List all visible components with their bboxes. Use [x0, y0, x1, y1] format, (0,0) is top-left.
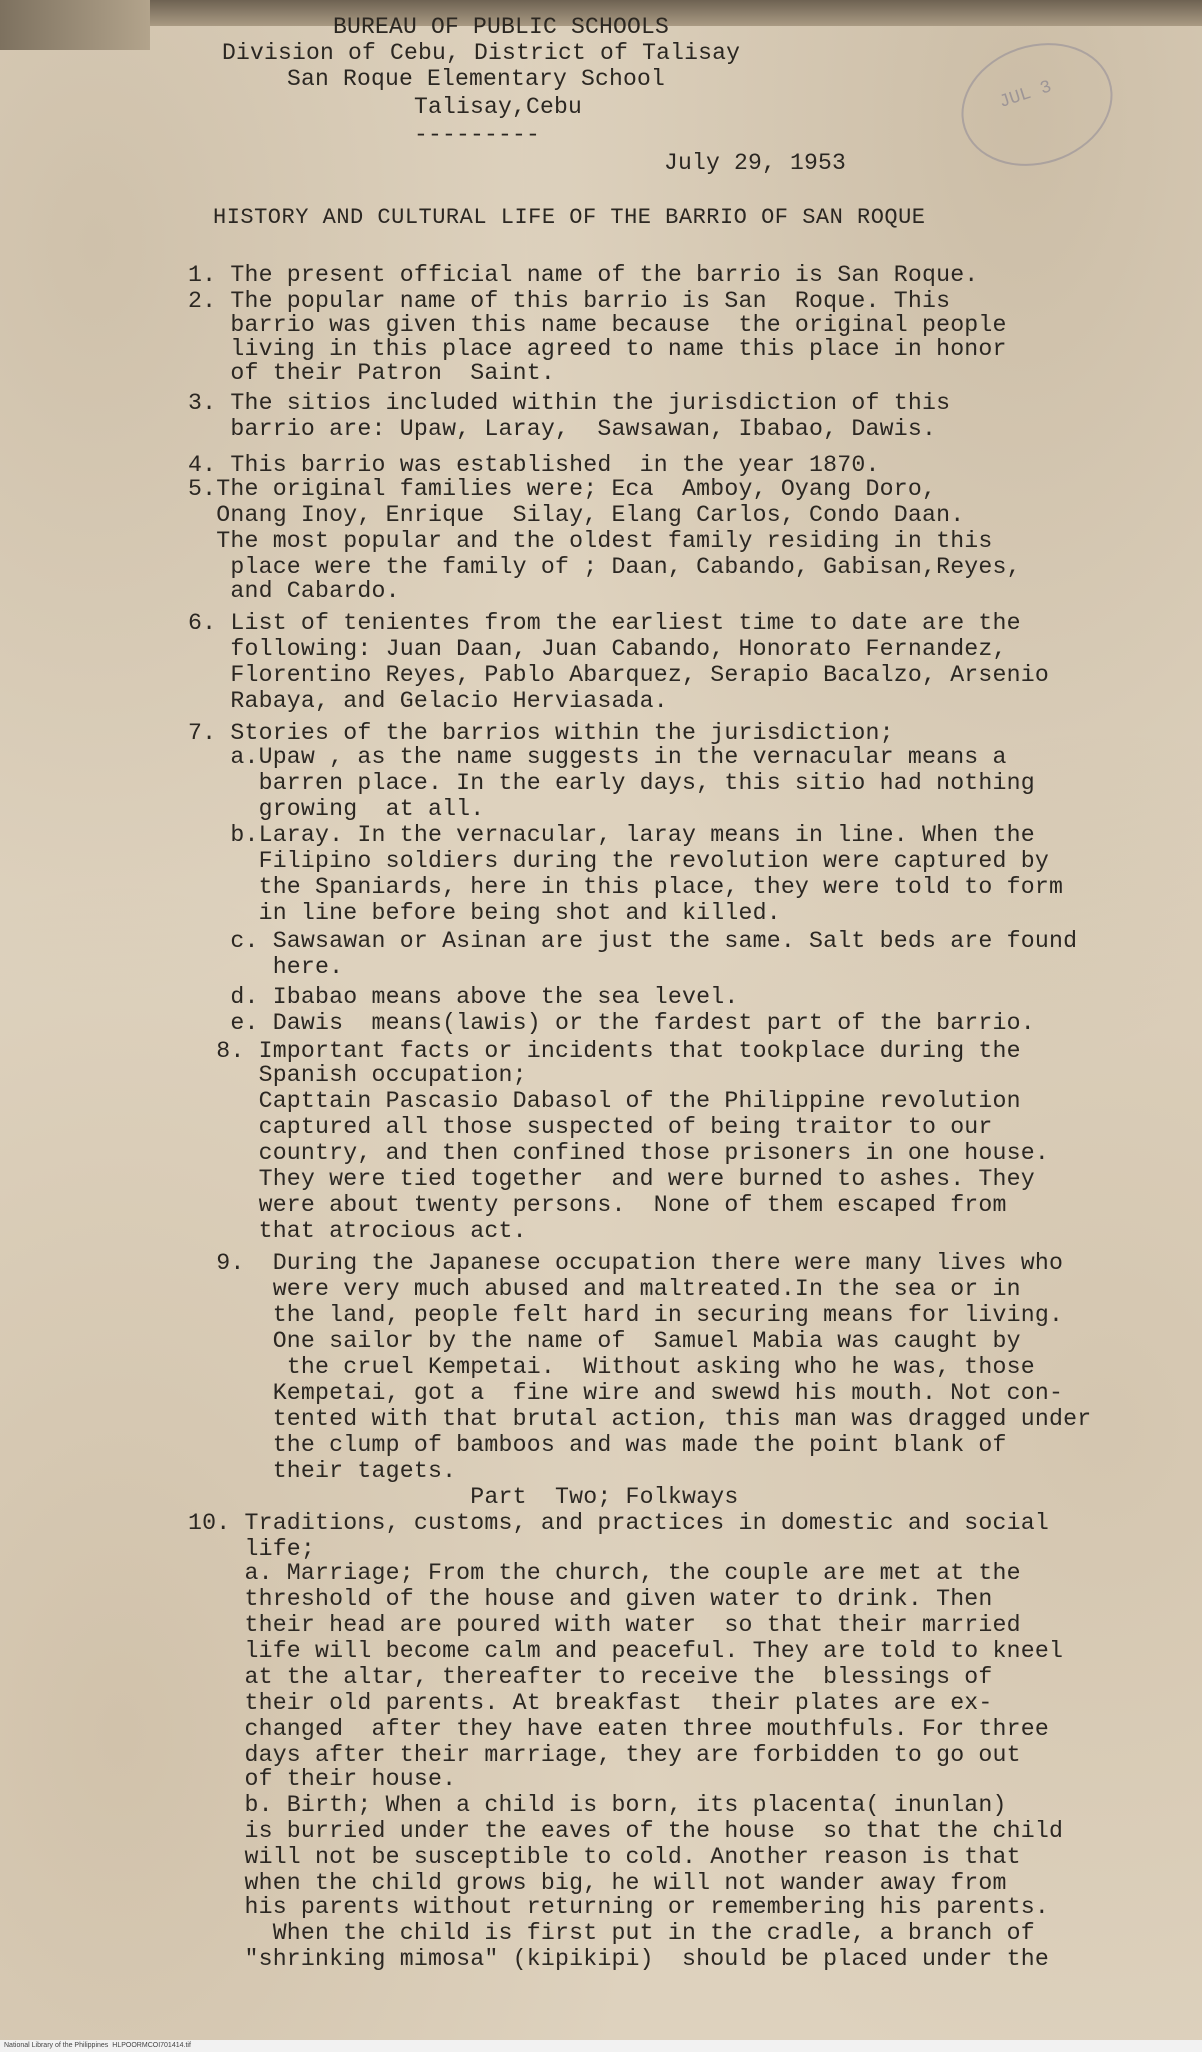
text-line: life;: [188, 1536, 316, 1562]
text-line: 5.The original families were; Eca Amboy, Oyang Doro,: [188, 476, 937, 502]
text-line: a.Upaw , as the name suggests in the vernacular means a: [188, 744, 1007, 770]
text-line: were about twenty persons. None of them escaped from: [188, 1192, 1007, 1218]
text-line: were very much abused and maltreated.In the sea or in: [188, 1276, 1021, 1302]
text-line: captured all those suspected of being traitor to our: [188, 1114, 993, 1140]
text-line: 6. List of tenientes from the earliest time to date are the: [188, 610, 1021, 636]
text-line: the clump of bamboos and was made the point blank of: [188, 1432, 1007, 1458]
text-line: 1. The present official name of the barrio is San Roque.: [188, 262, 979, 288]
header-rule: ---------: [414, 122, 541, 148]
text-line: 7. Stories of the barrios within the jurisdiction;: [188, 720, 894, 746]
text-line: when the child grows big, he will not wander away from: [188, 1870, 1007, 1896]
text-line: 9. During the Japanese occupation there were many lives who: [188, 1250, 1064, 1276]
text-line: in line before being shot and killed.: [188, 900, 781, 926]
text-line: the Spaniards, here in this place, they were told to form: [188, 874, 1064, 900]
text-line: that atrocious act.: [188, 1218, 527, 1244]
text-line: place were the family of ; Daan, Cabando, Gabisan,Reyes,: [188, 554, 1021, 580]
text-line: Kempetai, got a fine wire and swewd his mouth. Not con-: [188, 1380, 1064, 1406]
text-line: Florentino Reyes, Pablo Abarquez, Serapio Bacalzo, Arsenio: [188, 662, 1050, 688]
text-line: Rabaya, and Gelacio Herviasada.: [188, 688, 668, 714]
text-line: Spanish occupation;: [188, 1062, 527, 1088]
text-line: their tagets.: [188, 1458, 457, 1484]
footer-file-id: HLPOORMCOI701414.tif: [112, 2042, 191, 2049]
text-line: of their house.: [188, 1766, 457, 1792]
text-line: Part Two; Folkways: [188, 1484, 739, 1510]
text-line: d. Ibabao means above the sea level.: [188, 984, 739, 1010]
text-line: their old parents. At breakfast their plates are ex-: [188, 1690, 993, 1716]
text-line: and Cabardo.: [188, 578, 400, 604]
text-line: The most popular and the oldest family residing in this: [188, 528, 993, 554]
text-line: e. Dawis means(lawis) or the fardest part of the barrio.: [188, 1010, 1035, 1036]
text-line: They were tied together and were burned to ashes. They: [188, 1166, 1035, 1192]
text-line: growing at all.: [188, 796, 485, 822]
text-line: country, and then confined those prisoners in one house.: [188, 1140, 1050, 1166]
text-line: is burried under the eaves of the house so that the child: [188, 1818, 1064, 1844]
text-line: a. Marriage; From the church, the couple are met at the: [188, 1560, 1021, 1586]
received-stamp: [945, 24, 1128, 185]
text-line: tented with that brutal action, this man was dragged under: [188, 1406, 1092, 1432]
text-line: c. Sawsawan or Asinan are just the same. Salt beds are found: [188, 928, 1078, 954]
text-line: Onang Inoy, Enrique Silay, Elang Carlos, Condo Daan.: [188, 502, 965, 528]
text-line: One sailor by the name of Samuel Mabia was caught by: [188, 1328, 1021, 1354]
text-line: 4. This barrio was established in the year 1870.: [188, 452, 880, 478]
scan-footer: [0, 2040, 1202, 2052]
text-line: days after their marriage, they are forbidden to go out: [188, 1742, 1021, 1768]
text-line: their head are poured with water so that their married: [188, 1612, 1021, 1638]
text-line: b.Laray. In the vernacular, laray means in line. When the: [188, 822, 1035, 848]
header-division: Division of Cebu, District of Talisay: [222, 40, 741, 66]
header-date: July 29, 1953: [664, 150, 847, 176]
text-line: 10. Traditions, customs, and practices in domestic and social: [188, 1510, 1050, 1536]
text-line: following: Juan Daan, Juan Cabando, Honorato Fernandez,: [188, 636, 1007, 662]
text-line: Filipino soldiers during the revolution were captured by: [188, 848, 1050, 874]
text-line: threshold of the house and given water to drink. Then: [188, 1586, 993, 1612]
header-location: Talisay,Cebu: [414, 94, 583, 120]
text-line: 2. The popular name of this barrio is San Roque. This: [188, 288, 951, 314]
text-line: b. Birth; When a child is born, its placenta( inunlan): [188, 1792, 1007, 1818]
text-line: barren place. In the early days, this sitio had nothing: [188, 770, 1035, 796]
text-line: 8. Important facts or incidents that tookplace during the: [188, 1038, 1021, 1064]
text-line: changed after they have eaten three mouthfuls. For three: [188, 1716, 1050, 1742]
text-line: of their Patron Saint.: [188, 360, 555, 386]
text-line: barrio was given this name because the original people: [188, 312, 1007, 338]
header-bureau: BUREAU OF PUBLIC SCHOOLS: [333, 14, 670, 40]
text-line: living in this place agreed to name this place in honor: [188, 336, 1007, 362]
text-line: the cruel Kempetai. Without asking who he was, those: [188, 1354, 1035, 1380]
text-line: When the child is first put in the cradle, a branch of: [188, 1920, 1035, 1946]
page-corner-shadow: [0, 0, 150, 50]
text-line: 3. The sitios included within the jurisdiction of this: [188, 390, 951, 416]
text-line: his parents without returning or remembering his parents.: [188, 1894, 1050, 1920]
footer-library: National Library of the Philippines: [4, 2042, 109, 2049]
text-line: life will become calm and peaceful. They are told to kneel: [188, 1638, 1064, 1664]
header-school: San Roque Elementary School: [287, 66, 666, 92]
text-line: the land, people felt hard in securing means for living.: [188, 1302, 1064, 1328]
document-title: HISTORY AND CULTURAL LIFE OF THE BARRIO OF SAN ROQUE: [213, 205, 926, 230]
stamp-text: JUL 3: [996, 77, 1055, 113]
text-line: at the altar, thereafter to receive the blessings of: [188, 1664, 993, 1690]
text-line: here.: [188, 954, 344, 980]
text-line: will not be susceptible to cold. Another reason is that: [188, 1844, 1021, 1870]
text-line: Capttain Pascasio Dabasol of the Philippine revolution: [188, 1088, 1021, 1114]
text-line: barrio are: Upaw, Laray, Sawsawan, Ibabao, Dawis.: [188, 416, 937, 442]
text-line: "shrinking mimosa" (kipikipi) should be placed under the: [188, 1946, 1050, 1972]
